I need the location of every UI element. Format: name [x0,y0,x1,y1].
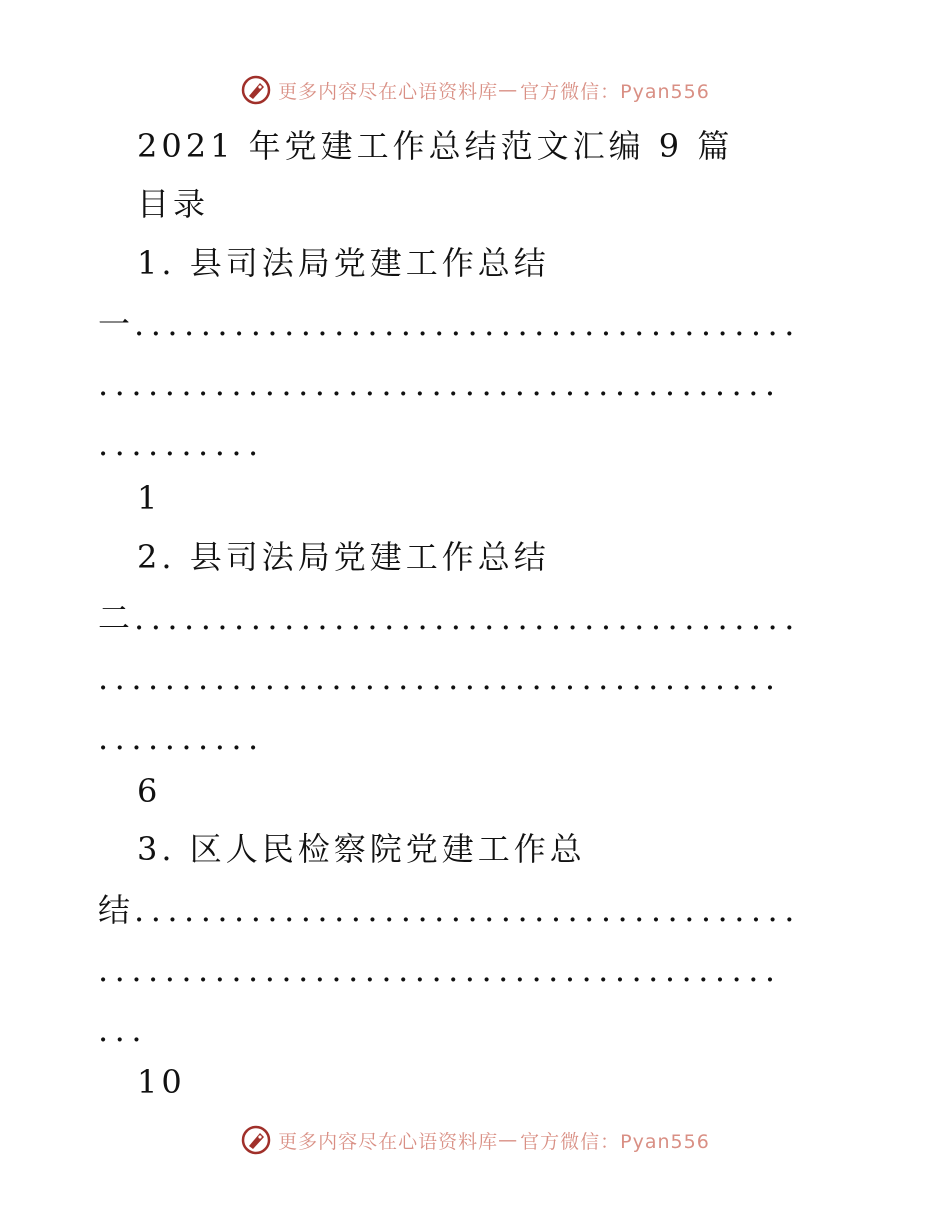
toc-leader-dots [98,950,782,990]
toc-leader-dots-text: ......................................... [98,365,782,403]
toc-entry-title: 3. 区人民检察院党建工作总 [137,830,586,868]
toc-entry-leader-line [98,890,801,930]
watermark-wechat-text: 官方微信：Pyan556 [520,1130,710,1153]
toc-entry-leader-line [98,304,801,344]
toc-entry-page-number: 10 [137,1063,186,1101]
toc-leader-dots [98,718,265,758]
toc-entry-lead-char: 二 [98,599,135,637]
pen-nib-circle-icon [240,74,272,106]
toc-leader-dots: ........................................ [134,305,801,343]
toc-leader-dots-text: .......... [98,719,265,757]
watermark-banner-bottom [0,1120,950,1160]
toc-leader-dots [98,658,782,698]
document-title: 2021 年党建工作总结范文汇编 9 篇 [137,127,734,165]
toc-leader-dots: ........................................ [134,599,801,637]
toc-leader-dots: ........................................ [134,891,801,929]
watermark-site-text: 更多内容尽在心语资料库 [278,80,499,103]
toc-entry-lead-char: 一 [98,305,135,343]
toc-entry-page-number: 1 [137,479,162,517]
watermark-separator: — [498,79,519,101]
toc-leader-dots-text: ... [98,1011,149,1049]
toc-entry-lead-char: 结 [98,891,135,929]
toc-leader-dots [98,1010,148,1050]
toc-leader-dots-text: ......................................... [98,951,782,989]
toc-leader-dots-text: ......................................... [98,659,782,697]
watermark-separator: — [498,1129,519,1151]
watermark-banner-top [0,70,950,110]
toc-leader-dots-text: .......... [98,425,265,463]
toc-heading: 目录 [137,185,210,223]
toc-entry-leader-line [98,598,801,638]
toc-leader-dots [98,424,265,464]
toc-entry-title: 2. 县司法局党建工作总结 [137,538,550,576]
pen-nib-circle-icon [240,1124,272,1156]
toc-entry-title: 1. 县司法局党建工作总结 [137,244,550,282]
watermark-site-text: 更多内容尽在心语资料库 [278,1130,499,1153]
toc-leader-dots [98,364,782,404]
watermark-wechat-text: 官方微信：Pyan556 [520,80,710,103]
toc-entry-page-number: 6 [137,772,162,810]
